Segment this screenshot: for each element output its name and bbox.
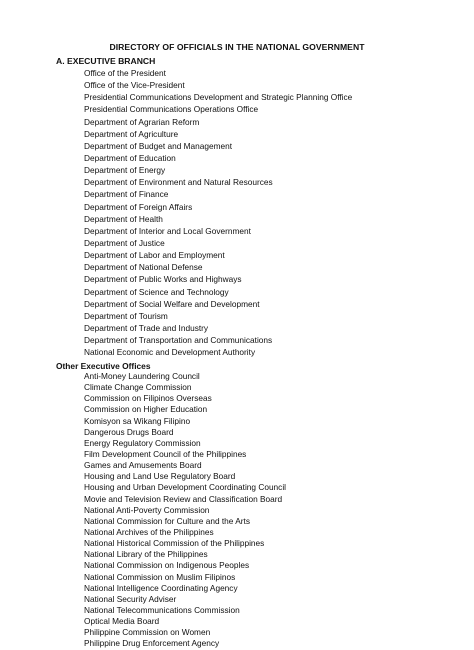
- list-item-text: Dangerous Drugs Board: [84, 426, 174, 437]
- list-item-text: Department of Interior and Local Government: [84, 225, 251, 236]
- list-item-text: Department of Agriculture: [84, 128, 179, 139]
- section-heading-other-executive-offices: Other Executive Offices: [56, 361, 151, 371]
- section-heading-executive-branch: A. EXECUTIVE BRANCH: [56, 56, 156, 66]
- list-item-text: Department of Budget and Management: [84, 140, 233, 151]
- list-item-text: National Commission for Culture and the Arts: [84, 515, 251, 526]
- list-item-text: Philippine Commission on Women: [84, 627, 211, 638]
- list-item-text: Commission on Filipinos Overseas: [84, 393, 212, 404]
- list-item-text: Movie and Television Review and Classification Board: [84, 493, 283, 504]
- list-item-text: National Telecommunications Commission: [84, 604, 240, 615]
- list-item-text: Film Development Council of the Philippines: [84, 448, 247, 459]
- list-item-text: Department of Science and Technology: [84, 286, 229, 297]
- list-item-text: Komisyon sa Wikang Filipino: [84, 415, 191, 426]
- list-item-text: Department of Trade and Industry: [84, 322, 209, 333]
- list-item-text: Philippine Drug Enforcement Agency: [84, 638, 220, 649]
- list-item-text: Department of Energy: [84, 165, 166, 176]
- list-item-text: Office of the Vice-President: [84, 80, 185, 91]
- list-item-text: Department of Transportation and Communications: [84, 335, 273, 346]
- list-item-text: Housing and Land Use Regulatory Board: [84, 471, 236, 482]
- list-item-text: Department of Foreign Affairs: [84, 201, 193, 212]
- list-item-text: National Historical Commission of the Philippines: [84, 538, 265, 549]
- list-item-text: Department of Justice: [84, 237, 165, 248]
- list-item-text: National Economic and Development Authority: [84, 347, 256, 358]
- list-item-text: Department of Education: [84, 152, 176, 163]
- list-item-text: National Commission on Indigenous Peoples: [84, 560, 250, 571]
- list-item-text: Energy Regulatory Commission: [84, 437, 201, 448]
- list-item-text: National Intelligence Coordinating Agency: [84, 582, 238, 593]
- list-item-text: Department of Agrarian Reform: [84, 116, 200, 127]
- list-item-text: National Security Adviser: [84, 593, 177, 604]
- list-item-text: National Library of the Philippines: [84, 549, 208, 560]
- list-item-text: Games and Amusements Board: [84, 460, 202, 471]
- list-item-text: National Anti-Poverty Commission: [84, 504, 210, 515]
- list-item-text: Presidential Communications Development and Strategic Planning Office: [84, 92, 353, 103]
- list-item-text: Department of National Defense: [84, 262, 203, 273]
- list-item-text: Presidential Communications Operations Office: [84, 104, 259, 115]
- list-item-text: National Commission on Muslim Filipinos: [84, 571, 236, 582]
- list-item-text: Department of Finance: [84, 189, 169, 200]
- list-item-text: Housing and Urban Development Coordinating Council: [84, 482, 287, 493]
- list-item-text: Climate Change Commission: [84, 382, 192, 393]
- list-item-text: National Archives of the Philippines: [84, 526, 214, 537]
- list-item-text: Optical Media Board: [84, 616, 160, 627]
- list-item-text: Department of Health: [84, 213, 163, 224]
- list-item-text: Department of Social Welfare and Development: [84, 298, 260, 309]
- list-item-text: Department of Tourism: [84, 310, 168, 321]
- list-item-text: Department of Labor and Employment: [84, 250, 225, 261]
- list-item-text: Commission on Higher Education: [84, 404, 208, 415]
- list-item-text: Anti-Money Laundering Council: [84, 371, 200, 381]
- list-item-text: Department of Environment and Natural Resources: [84, 177, 273, 188]
- list-item-text: Department of Public Works and Highways: [84, 274, 242, 285]
- list-item-text: Office of the President: [84, 68, 166, 78]
- document-title: DIRECTORY OF OFFICIALS IN THE NATIONAL GOVERNMENT: [109, 42, 365, 52]
